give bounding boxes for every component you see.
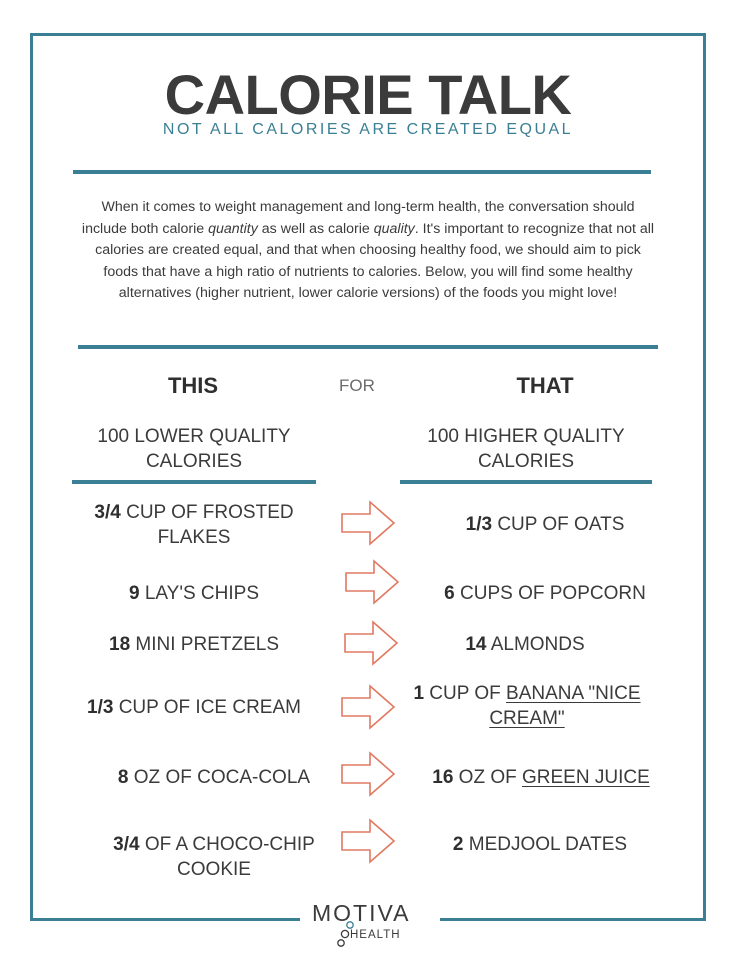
this-column-heading: THIS [167, 373, 219, 398]
item-text-line2: FLAKES [157, 527, 231, 548]
item-quantity: 2 [452, 834, 464, 855]
item-text: OZ OF COCA-COLA [128, 767, 311, 788]
item-quantity: 14 [465, 634, 487, 655]
item-quantity: 3/4 [113, 834, 140, 855]
motiva-health-logo [300, 898, 440, 950]
item-quantity: 8 [117, 767, 129, 788]
item-quantity: 6 [444, 583, 455, 604]
item-text: CUP OF OATS [492, 514, 625, 535]
that-subheading-line1: 100 HIGHER QUALITY [427, 426, 625, 447]
item-link[interactable]: BANANA "NICE [506, 683, 641, 704]
swap-that-item [405, 765, 677, 790]
item-quantity: 1 [413, 683, 425, 704]
item-quantity: 16 [432, 767, 454, 788]
swap-this-item [62, 632, 326, 657]
swap-this-item [82, 832, 346, 882]
swap-that-item [410, 512, 680, 537]
item-text-line2: COOKIE [177, 859, 251, 880]
item-text: MINI PRETZELS [130, 634, 279, 655]
item-quantity: 1/3 [87, 697, 114, 718]
item-text: CUP OF ICE CREAM [113, 697, 301, 718]
intro-paragraph [78, 197, 658, 305]
item-quantity: 9 [128, 583, 140, 604]
logo-subtitle: HEALTH [350, 929, 401, 941]
swap-this-item [62, 695, 326, 720]
item-text: MEDJOOL DATES [463, 834, 628, 855]
swap-this-item [82, 765, 346, 790]
swap-that-item [405, 832, 675, 857]
item-link-line2[interactable]: CREAM" [489, 708, 565, 729]
page-subtitle: NOT ALL CALORIES ARE CREATED EQUAL [162, 121, 574, 138]
item-text: LAY'S CHIPS [139, 583, 259, 604]
item-text: CUP OF [424, 683, 507, 704]
this-subheading-line1: 100 LOWER QUALITY [97, 426, 291, 447]
swap-arrow-icon [340, 818, 396, 864]
swap-arrow-icon [340, 751, 396, 797]
swap-arrow-icon [340, 500, 396, 546]
page-title: CALORIE TALK [164, 63, 572, 126]
item-text: OZ OF [453, 767, 522, 788]
item-text: CUP OF FROSTED [120, 502, 294, 523]
swap-that-item [410, 581, 680, 606]
item-quantity: 3/4 [94, 502, 121, 523]
for-label: FOR [339, 376, 375, 395]
logo-wordmark: MOTIVA [312, 900, 411, 926]
swap-arrow-icon [340, 684, 396, 730]
item-link[interactable]: GREEN JUICE [522, 767, 650, 788]
swap-this-item [62, 581, 326, 606]
that-subheading [400, 424, 652, 474]
that-subheading-line2: CALORIES [477, 451, 575, 472]
divider-top [73, 170, 651, 174]
item-text: ALMONDS [486, 634, 585, 655]
swap-that-item [398, 681, 656, 731]
swap-that-item [390, 632, 660, 657]
item-quantity: 1/3 [465, 514, 493, 535]
swap-this-item [62, 500, 326, 550]
item-quantity: 18 [109, 634, 131, 655]
item-text: CUPS OF POPCORN [454, 583, 646, 604]
divider-middle [78, 345, 658, 349]
item-text: OF A CHOCO-CHIP [139, 834, 315, 855]
intro-text-2: as well as calorie [257, 220, 374, 237]
intro-text-1: When it comes to weight management and long-term health, the conversation should include both calorie [81, 199, 635, 237]
that-column-heading: THAT [516, 373, 574, 398]
intro-text-3: . It's important to recognize that not all calories are created equal, and that when choosing healthy food, we should aim to pick foods that have a high ratio of nutrients to calories. Below, you will find some healthy alternatives (higher nutrient, lower calorie versions) of the foods you might love! [95, 220, 655, 302]
intro-emphasis-quantity: quantity [208, 220, 258, 237]
that-column-rule [400, 480, 652, 484]
intro-emphasis-quality: quality [373, 220, 415, 237]
this-subheading [72, 424, 316, 474]
this-subheading-line2: CALORIES [145, 451, 243, 472]
swap-arrow-icon [344, 559, 400, 605]
this-column-rule [72, 480, 316, 484]
